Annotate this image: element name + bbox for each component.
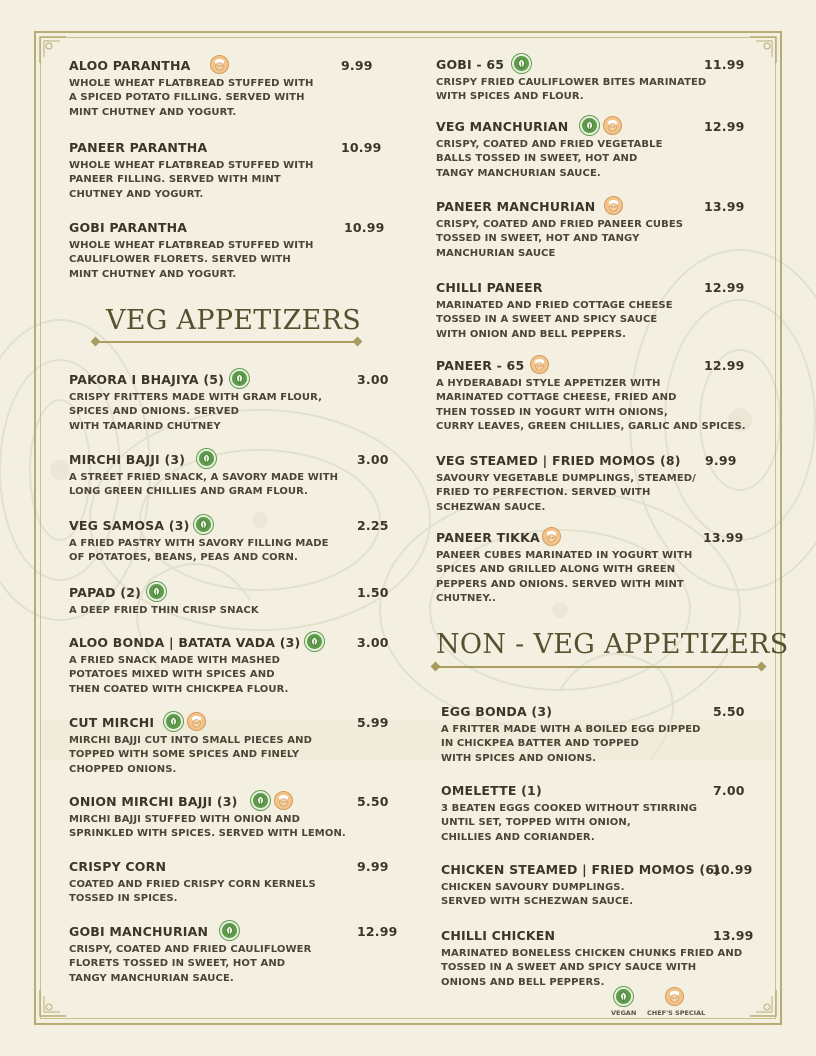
- item-header: [441, 701, 746, 721]
- item-badges: [512, 54, 531, 73]
- item-header: [69, 515, 399, 535]
- item-header: [69, 791, 399, 811]
- menu-item: [436, 277, 746, 342]
- item-description: CRISPY, COATED AND FRIED CAULIFLOWER FLORETS TOSSED IN SWEET, HOT AND TANGY MANCHURIAN SAUCE.: [69, 944, 312, 984]
- corner-ornament-bottom-left: [38, 988, 68, 1018]
- chef-special-icon: [665, 987, 684, 1006]
- item-name: GOBI MANCHURIAN: [69, 924, 209, 939]
- item-name: OMELETTE (1): [441, 783, 542, 798]
- item-name: VEG SAMOSA (3): [69, 518, 190, 533]
- item-price: 12.99: [704, 358, 745, 373]
- item-name: GOBI PARANTHA: [69, 220, 188, 235]
- item-name: MIRCHI BAJJI (3): [69, 452, 186, 467]
- item-name: PANEER - 65: [436, 358, 525, 373]
- item-badges: [210, 55, 229, 74]
- item-header: [436, 196, 746, 216]
- item-header: [436, 450, 746, 470]
- menu-item: [436, 196, 746, 261]
- vegan-icon: [220, 921, 239, 940]
- item-name: CHICKEN STEAMED | FRIED MOMOS (6): [441, 862, 721, 877]
- item-header: [441, 859, 753, 879]
- chef-special-icon: [274, 791, 293, 810]
- item-name: ONION MIRCHI BAJJI (3): [69, 794, 238, 809]
- item-price: 2.25: [357, 518, 389, 533]
- item-description: A FRIED PASTRY WITH SAVORY FILLING MADE OF POTATOES, BEANS, PEAS AND CORN.: [69, 538, 329, 564]
- item-header: [69, 712, 399, 732]
- item-name: PAKORA I BHAJIYA (5): [69, 372, 225, 387]
- item-badges: [604, 196, 623, 215]
- item-name: PANEER MANCHURIAN: [436, 199, 596, 214]
- menu-item: [441, 925, 754, 990]
- vegan-icon: [147, 582, 166, 601]
- item-price: 13.99: [703, 530, 744, 545]
- item-badges: [251, 791, 293, 810]
- menu-item: [69, 582, 399, 618]
- item-header: [441, 780, 746, 800]
- item-badges: [197, 449, 216, 468]
- item-price: 1.50: [357, 585, 389, 600]
- item-name: PANEER TIKKA: [436, 530, 540, 545]
- item-name: EGG BONDA (3): [441, 704, 553, 719]
- item-description: MARINATED AND FRIED COTTAGE CHEESE TOSSED IN A SWEET AND SPICY SAUCE WITH ONION AND BELL PEPPERS.: [436, 300, 673, 340]
- item-price: 3.00: [357, 635, 389, 650]
- item-header: [69, 55, 399, 75]
- legend-chef: [647, 987, 706, 1017]
- item-name: VEG STEAMED | FRIED MOMOS (8): [436, 453, 681, 468]
- item-description: CRISPY FRITTERS MADE WITH GRAM FLOUR, SPICES AND ONIONS. SERVED WITH TAMARIND CHUTNEY: [69, 392, 323, 432]
- menu-item: [69, 369, 399, 434]
- item-header: [69, 137, 399, 157]
- item-price: 13.99: [713, 928, 754, 943]
- item-description: A HYDERABADI STYLE APPETIZER WITH MARINATED COTTAGE CHEESE, FRIED AND THEN TOSSED IN YOGURT WITH ONIONS, CURRY LEAVES, GREEN CHILLIES, GARLIC AND SPICES.: [436, 378, 746, 432]
- item-description: SAVOURY VEGETABLE DUMPLINGS, STEAMED/ FRIED TO PERFECTION. SERVED WITH SCHEZWAN SAUCE.: [436, 473, 696, 513]
- item-name: CUT MIRCHI: [69, 715, 155, 730]
- item-name: VEG MANCHURIAN: [436, 119, 569, 134]
- item-header: [69, 921, 399, 941]
- item-price: 10.99: [344, 220, 385, 235]
- non-veg-appetizers-heading: NON - VEG APPETIZERS: [436, 629, 789, 660]
- item-badges: [580, 116, 622, 135]
- item-price: 9.99: [357, 859, 389, 874]
- vegan-icon: [197, 449, 216, 468]
- vegan-icon: [512, 54, 531, 73]
- item-header: [436, 116, 746, 136]
- item-header: [69, 369, 399, 389]
- item-description: A FRIED SNACK MADE WITH MASHED POTATOES MIXED WITH SPICES AND THEN COATED WITH CHICKPEA FLOUR.: [69, 655, 289, 695]
- item-name: PAPAD (2): [69, 585, 142, 600]
- menu-item: [441, 780, 746, 845]
- veg-appetizers-heading: VEG APPETIZERS: [106, 305, 362, 336]
- veg-heading-rule: [96, 341, 358, 343]
- item-price: 13.99: [704, 199, 745, 214]
- item-price: 5.50: [357, 794, 389, 809]
- item-price: 10.99: [341, 140, 382, 155]
- item-description: MIRCHI BAJJI STUFFED WITH ONION AND SPRINKLED WITH SPICES. SERVED WITH LEMON.: [69, 814, 346, 840]
- vegan-icon: [230, 369, 249, 388]
- item-badges: [147, 582, 166, 601]
- menu-item: [69, 515, 399, 566]
- vegan-icon: [194, 515, 213, 534]
- item-description: WHOLE WHEAT FLATBREAD STUFFED WITH A SPICED POTATO FILLING. SERVED WITH MINT CHUTNEY AND YOGURT.: [69, 78, 314, 118]
- menu-item: [441, 701, 746, 766]
- item-badges: [164, 712, 206, 731]
- item-name: ALOO BONDA | BATATA VADA (3): [69, 635, 301, 650]
- item-header: [69, 449, 399, 469]
- item-name: ALOO PARANTHA: [69, 58, 191, 73]
- chef-special-icon: [542, 527, 561, 546]
- item-description: A FRITTER MADE WITH A BOILED EGG DIPPED IN CHICKPEA BATTER AND TOPPED WITH SPICES AND ONIONS.: [441, 724, 701, 764]
- item-description: WHOLE WHEAT FLATBREAD STUFFED WITH PANEER FILLING. SERVED WITH MINT CHUTNEY AND YOGURT.: [69, 160, 314, 200]
- item-name: CHILLI PANEER: [436, 280, 543, 295]
- item-header: [69, 582, 399, 602]
- item-description: CRISPY FRIED CAULIFLOWER BITES MARINATED WITH SPICES AND FLOUR.: [436, 77, 707, 103]
- vegan-icon: [580, 116, 599, 135]
- menu-item: [69, 449, 399, 500]
- item-description: COATED AND FRIED CRISPY CORN KERNELS TOSSED IN SPICES.: [69, 879, 316, 905]
- menu-item: [69, 791, 399, 842]
- item-description: CHICKEN SAVOURY DUMPLINGS. SERVED WITH SCHEZWAN SAUCE.: [441, 882, 634, 908]
- menu-item: [69, 217, 399, 282]
- item-price: 5.50: [713, 704, 745, 719]
- item-badges: [305, 632, 324, 651]
- menu-item: [436, 355, 746, 434]
- corner-ornament-top-left: [38, 35, 68, 65]
- item-header: [436, 54, 746, 74]
- item-price: 7.00: [713, 783, 745, 798]
- menu-item: [69, 55, 399, 120]
- item-price: 12.99: [704, 119, 745, 134]
- legend-chef-label: CHEF'S SPECIAL: [647, 1009, 706, 1017]
- item-description: WHOLE WHEAT FLATBREAD STUFFED WITH CAULIFLOWER FLORETS. SERVED WITH MINT CHUTNEY AND YOGURT.: [69, 240, 314, 280]
- vegan-icon: [614, 987, 633, 1006]
- menu-item: [436, 54, 746, 105]
- menu-item: [69, 632, 399, 697]
- item-description: PANEER CUBES MARINATED IN YOGURT WITH SPICES AND GRILLED ALONG WITH GREEN PEPPERS AND ONIONS. SERVED WITH MINT CHUTNEY..: [436, 550, 693, 604]
- item-price: 9.99: [341, 58, 373, 73]
- item-badges: [220, 921, 239, 940]
- item-badges: [230, 369, 249, 388]
- item-price: 11.99: [704, 57, 745, 72]
- vegan-icon: [164, 712, 183, 731]
- item-name: CRISPY CORN: [69, 859, 167, 874]
- item-header: [69, 856, 399, 876]
- nonveg-heading-rule: [436, 666, 762, 668]
- vegan-icon: [305, 632, 324, 651]
- item-header: [441, 925, 754, 945]
- item-description: CRISPY, COATED AND FRIED VEGETABLE BALLS TOSSED IN SWEET, HOT AND TANGY MANCHURIAN SAUCE.: [436, 139, 663, 179]
- menu-item: [436, 116, 746, 181]
- item-description: MARINATED BONELESS CHICKEN CHUNKS FRIED AND TOSSED IN A SWEET AND SPICY SAUCE WITH ONIONS AND BELL PEPPERS.: [441, 948, 743, 988]
- menu-item: [436, 450, 746, 515]
- corner-ornament-top-right: [748, 35, 778, 65]
- item-name: GOBI - 65: [436, 57, 505, 72]
- item-name: CHILLI CHICKEN: [441, 928, 556, 943]
- item-price: 3.00: [357, 452, 389, 467]
- item-header: [436, 355, 746, 375]
- item-badges: [194, 515, 213, 534]
- menu-item: [69, 712, 399, 777]
- item-price: 12.99: [357, 924, 398, 939]
- item-name: PANEER PARANTHA: [69, 140, 208, 155]
- chef-special-icon: [530, 355, 549, 374]
- item-price: 5.99: [357, 715, 389, 730]
- item-header: [436, 527, 746, 547]
- chef-special-icon: [604, 196, 623, 215]
- item-description: A DEEP FRIED THIN CRISP SNACK: [69, 605, 259, 616]
- menu-item: [436, 527, 746, 606]
- chef-special-icon: [187, 712, 206, 731]
- menu-item: [69, 137, 399, 202]
- menu-item: [441, 859, 753, 910]
- item-badges: [530, 355, 549, 374]
- chef-special-icon: [210, 55, 229, 74]
- item-price: 3.00: [357, 372, 389, 387]
- item-description: 3 BEATEN EGGS COOKED WITHOUT STIRRING UNTIL SET, TOPPED WITH ONION, CHILLIES AND CORIANDER.: [441, 803, 697, 843]
- item-description: CRISPY, COATED AND FRIED PANEER CUBES TOSSED IN SWEET, HOT AND TANGY MANCHURIAN SAUCE: [436, 219, 684, 259]
- item-description: A STREET FRIED SNACK, A SAVORY MADE WITH LONG GREEN CHILLIES AND GRAM FLOUR.: [69, 472, 339, 498]
- item-header: [69, 217, 399, 237]
- item-price: 12.99: [704, 280, 745, 295]
- chef-special-icon: [603, 116, 622, 135]
- item-price: 9.99: [705, 453, 737, 468]
- item-badges: [542, 527, 561, 546]
- item-description: MIRCHI BAJJI CUT INTO SMALL PIECES AND TOPPED WITH SOME SPICES AND FINELY CHOPPED ONIONS.: [69, 735, 313, 775]
- item-price: 10.99: [712, 862, 753, 877]
- legend-vegan: [611, 987, 637, 1017]
- item-header: [69, 632, 399, 652]
- menu-item: [69, 856, 399, 907]
- legend-vegan-label: VEGAN: [611, 1009, 637, 1017]
- corner-ornament-bottom-right: [748, 988, 778, 1018]
- menu-item: [69, 921, 399, 986]
- item-header: [436, 277, 746, 297]
- vegan-icon: [251, 791, 270, 810]
